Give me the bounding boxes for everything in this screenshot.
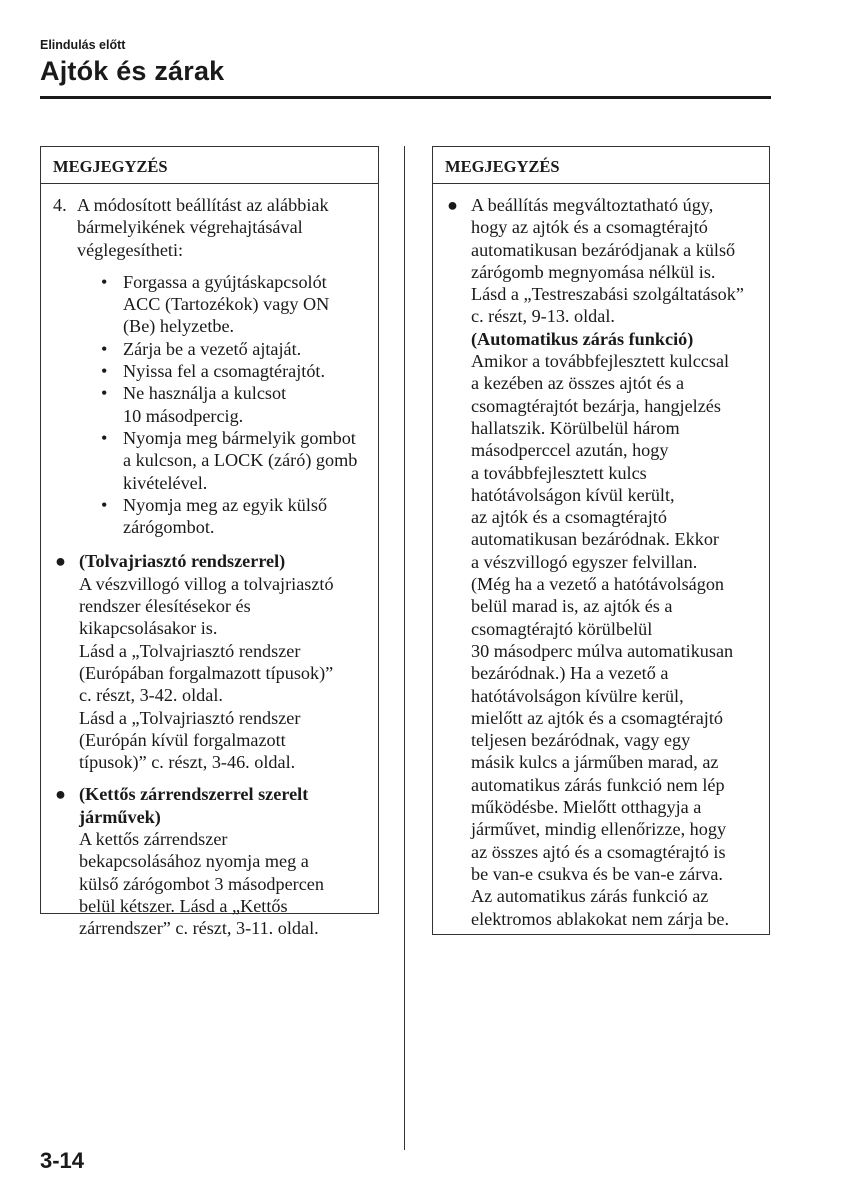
bullet-line: csomagtérajtót bezárja, hangjelzés [471, 395, 721, 416]
item-line: A módosított beállítást az alábbiak [77, 195, 329, 215]
bullet-line: hatótávolságon kívül került, [471, 484, 675, 505]
bullet-line: mielőtt az ajtók és a csomagtérajtó [471, 707, 724, 728]
bullet-line: be van-e csukva és be van-e zárva. [471, 863, 723, 884]
bullet-line: A beállítás megváltoztatható úgy, [471, 195, 714, 215]
bullet-line: másodperccel azután, hogy [471, 440, 669, 461]
bullet-dot-icon: ● [55, 551, 66, 572]
bullet-dot-icon: ● [55, 784, 66, 805]
bullet-line: 10 másodpercig. [123, 405, 244, 426]
bullet-item-double-lock [55, 783, 368, 939]
bullet-title: (Automatikus zárás funkció) [471, 328, 694, 349]
bullet-item-auto-lock [447, 194, 759, 930]
bullet-line: a továbbfejlesztett kulcs [471, 462, 647, 483]
bullet-title: (Tolvajriasztó rendszerrel) [79, 551, 286, 572]
bullet-title: (Kettős zárrendszerrel szerelt [79, 784, 309, 805]
bullet-line: belül kétszer. Lásd a „Kettős [79, 895, 288, 916]
bullet-line: Nyomja meg az egyik külső [123, 494, 328, 515]
bullet-line: bezáródnak.) Ha a vezető a [471, 663, 669, 684]
note-body [433, 184, 769, 938]
bullet-line: Nyomja meg bármelyik gombot [123, 427, 356, 448]
item-number: 4. [53, 195, 67, 215]
bullet-line: típusok)” c. részt, 3-46. oldal. [79, 752, 296, 773]
sub-bullet-item [101, 360, 368, 382]
note-box-right [432, 146, 770, 935]
bullet-line: A vészvillogó villog a tolvajriasztó [79, 573, 334, 594]
bullet-dot-icon: • [101, 271, 108, 292]
sub-bullet-item [101, 382, 368, 427]
bullet-line: elektromos ablakokat nem zárja be. [471, 908, 730, 929]
bullet-dot-icon: • [101, 427, 108, 448]
bullet-title: járművek) [79, 806, 161, 827]
note-box-left [40, 146, 379, 939]
bullet-line: (Európában forgalmazott típusok)” [79, 662, 334, 683]
bullet-line: az összes ajtó és a csomagtérajtó is [471, 841, 726, 862]
bullet-line: teljesen bezáródnak, vagy egy [471, 730, 691, 751]
sub-bullet-item [101, 494, 368, 539]
bullet-line: zárógomb megnyomása nélkül is. [471, 261, 716, 282]
bullet-line: Lásd a „Tolvajriasztó rendszer [79, 640, 301, 661]
bullet-line: Az automatikus zárás funkció az [471, 886, 709, 907]
bullet-line: Lásd a „Tolvajriasztó rendszer [79, 707, 301, 728]
bullet-line: zárógombot. [123, 517, 215, 538]
bullet-line: Nyissa fel a csomagtérajtót. [123, 361, 326, 382]
note-heading: MEGJEGYZÉS [41, 147, 378, 184]
bullet-line: kikapcsolásakor is. [79, 618, 218, 639]
bullet-line: c. részt, 9-13. oldal. [471, 306, 615, 327]
bullet-line: Amikor a továbbfejlesztett kulccsal [471, 351, 730, 372]
bullet-line: másik kulcs a járműben marad, az [471, 752, 719, 773]
bullet-line: bekapcsolásához nyomja meg a [79, 851, 309, 872]
bullet-line: automatikus zárás funkció nem lép [471, 774, 725, 795]
bullet-line: zárrendszer” c. részt, 3-11. oldal. [79, 918, 319, 939]
column-divider [404, 146, 405, 1150]
bullet-line: 30 másodperc múlva automatikusan [471, 640, 734, 661]
sub-bullet-list [101, 271, 368, 539]
bullet-dot-icon: ● [447, 195, 458, 215]
bullet-line: működésbe. Mielőtt otthagyja a [471, 797, 702, 818]
bullet-line: belül marad is, az ajtók és a [471, 596, 673, 617]
bullet-line: hallatszik. Körülbelül három [471, 417, 680, 438]
bullet-line: Zárja be a vezető ajtaját. [123, 338, 302, 359]
bullet-line: a kezében az összes ajtót és a [471, 373, 685, 394]
bullet-item-alarm [55, 550, 368, 773]
bullet-dot-icon: • [101, 338, 108, 359]
bullet-line: automatikusan bezáródnak. Ekkor [471, 529, 719, 550]
note-heading: MEGJEGYZÉS [433, 147, 769, 184]
bullet-line: az ajtók és a csomagtérajtó [471, 507, 667, 528]
bullet-line: Ne használja a kulcsot [123, 383, 287, 404]
item-line: bármelyikének végrehajtásával [77, 217, 303, 238]
bullet-line: ACC (Tartozékok) vagy ON [123, 294, 330, 315]
bullet-line: járművet, mindig ellenőrizze, hogy [471, 819, 727, 840]
bullet-line: Lásd a „Testreszabási szolgáltatások” [471, 284, 744, 305]
title-rule [40, 96, 771, 99]
bullet-line: a kulcson, a LOCK (záró) gomb [123, 450, 358, 471]
bullet-line: Forgassa a gyújtáskapcsolót [123, 271, 327, 292]
bullet-dot-icon: • [101, 383, 108, 404]
numbered-item-4 [53, 194, 368, 538]
bullet-line: külső zárógombot 3 másodpercen [79, 873, 324, 894]
bullet-line: (Még ha a vezető a hatótávolságon [471, 574, 725, 595]
bullet-line: automatikusan bezáródjanak a külső [471, 239, 736, 260]
sub-bullet-item [101, 271, 368, 338]
bullet-line: hatótávolságon kívülre kerül, [471, 685, 684, 706]
bullet-dot-icon: • [101, 361, 108, 382]
bullet-line: hogy az ajtók és a csomagtérajtó [471, 217, 708, 238]
bullet-line: (Európán kívül forgalmazott [79, 729, 286, 750]
bullet-line: kivételével. [123, 472, 208, 493]
bullet-dot-icon: • [101, 494, 108, 515]
bullet-line: rendszer élesítésekor és [79, 596, 251, 617]
sub-bullet-item [101, 338, 368, 360]
bullet-line: (Be) helyzetbe. [123, 316, 235, 337]
note-body [41, 184, 378, 948]
bullet-line: c. részt, 3-42. oldal. [79, 685, 223, 706]
bullet-line: a vészvillogó egyszer felvillan. [471, 551, 698, 572]
item-line: véglegesítheti: [77, 239, 184, 260]
bullet-line: csomagtérajtó körülbelül [471, 618, 653, 639]
page-number: 3-14 [40, 1148, 85, 1173]
sub-bullet-item [101, 427, 368, 494]
section-label: Elindulás előtt [40, 38, 126, 52]
page-title: Ajtók és zárak [40, 56, 225, 86]
bullet-line: A kettős zárrendszer [79, 829, 228, 850]
